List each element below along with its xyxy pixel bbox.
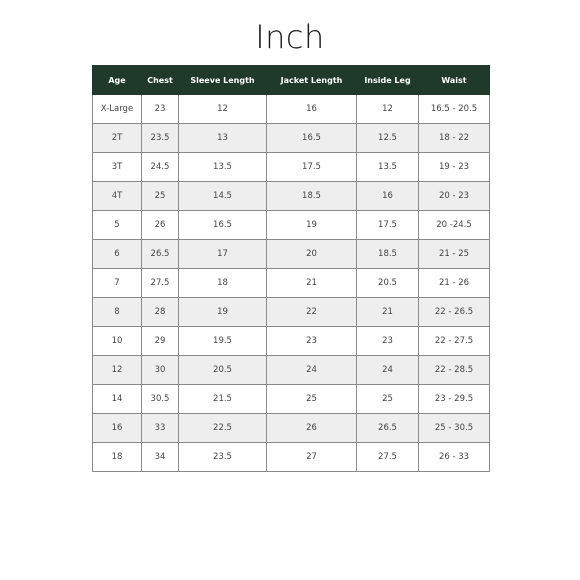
cell-sleeve-length: 22.5 [179,414,267,443]
column-header-jacket-length: Jacket Length [267,66,357,95]
cell-waist: 21 - 26 [419,269,490,298]
cell-jacket-length: 20 [267,240,357,269]
cell-waist: 22 - 28.5 [419,356,490,385]
cell-chest: 30 [142,356,179,385]
cell-inside-leg: 16 [357,182,419,211]
cell-age: 14 [93,385,142,414]
table-row [93,124,490,153]
cell-chest: 25 [142,182,179,211]
table-row [93,298,490,327]
cell-waist: 23 - 29.5 [419,385,490,414]
cell-age: 2T [93,124,142,153]
cell-jacket-length: 27 [267,443,357,472]
table-row [93,414,490,443]
cell-jacket-length: 26 [267,414,357,443]
cell-sleeve-length: 20.5 [179,356,267,385]
cell-age: 8 [93,298,142,327]
cell-sleeve-length: 14.5 [179,182,267,211]
cell-inside-leg: 23 [357,327,419,356]
cell-jacket-length: 24 [267,356,357,385]
column-header-inside-leg: Inside Leg [357,66,419,95]
cell-chest: 30.5 [142,385,179,414]
cell-waist: 26 - 33 [419,443,490,472]
cell-waist: 20 - 23 [419,182,490,211]
cell-chest: 23.5 [142,124,179,153]
cell-sleeve-length: 19.5 [179,327,267,356]
cell-age: 18 [93,443,142,472]
cell-waist: 21 - 25 [419,240,490,269]
cell-jacket-length: 23 [267,327,357,356]
table-row [93,211,490,240]
cell-inside-leg: 25 [357,385,419,414]
cell-jacket-length: 25 [267,385,357,414]
table-row [93,269,490,298]
cell-chest: 24.5 [142,153,179,182]
column-header-age: Age [93,66,142,95]
cell-chest: 23 [142,95,179,124]
cell-inside-leg: 24 [357,356,419,385]
cell-chest: 28 [142,298,179,327]
cell-age: 7 [93,269,142,298]
table-row [93,385,490,414]
cell-jacket-length: 19 [267,211,357,240]
cell-waist: 16.5 - 20.5 [419,95,490,124]
cell-waist: 19 - 23 [419,153,490,182]
cell-chest: 29 [142,327,179,356]
cell-inside-leg: 18.5 [357,240,419,269]
cell-inside-leg: 13.5 [357,153,419,182]
table-header-row [93,66,490,95]
cell-age: 10 [93,327,142,356]
cell-age: X-Large [93,95,142,124]
cell-chest: 33 [142,414,179,443]
cell-sleeve-length: 13 [179,124,267,153]
table-row [93,240,490,269]
cell-age: 6 [93,240,142,269]
cell-jacket-length: 22 [267,298,357,327]
cell-waist: 22 - 26.5 [419,298,490,327]
cell-inside-leg: 12 [357,95,419,124]
cell-age: 5 [93,211,142,240]
size-chart-table [92,65,490,472]
cell-jacket-length: 18.5 [267,182,357,211]
cell-chest: 27.5 [142,269,179,298]
table-row [93,95,490,124]
column-header-waist: Waist [419,66,490,95]
cell-waist: 20 -24.5 [419,211,490,240]
cell-jacket-length: 16.5 [267,124,357,153]
cell-sleeve-length: 21.5 [179,385,267,414]
cell-sleeve-length: 12 [179,95,267,124]
cell-inside-leg: 26.5 [357,414,419,443]
table-row [93,443,490,472]
cell-sleeve-length: 16.5 [179,211,267,240]
table-row [93,182,490,211]
cell-sleeve-length: 23.5 [179,443,267,472]
cell-jacket-length: 16 [267,95,357,124]
column-header-sleeve-length: Sleeve Length [179,66,267,95]
cell-inside-leg: 17.5 [357,211,419,240]
cell-age: 4T [93,182,142,211]
cell-age: 3T [93,153,142,182]
cell-inside-leg: 27.5 [357,443,419,472]
table-row [93,153,490,182]
cell-age: 16 [93,414,142,443]
cell-waist: 22 - 27.5 [419,327,490,356]
cell-inside-leg: 20.5 [357,269,419,298]
column-header-chest: Chest [142,66,179,95]
cell-age: 12 [93,356,142,385]
cell-chest: 26 [142,211,179,240]
cell-chest: 26.5 [142,240,179,269]
cell-inside-leg: 21 [357,298,419,327]
cell-jacket-length: 21 [267,269,357,298]
cell-waist: 18 - 22 [419,124,490,153]
cell-jacket-length: 17.5 [267,153,357,182]
cell-sleeve-length: 19 [179,298,267,327]
cell-waist: 25 - 30.5 [419,414,490,443]
cell-inside-leg: 12.5 [357,124,419,153]
table-row [93,356,490,385]
cell-sleeve-length: 17 [179,240,267,269]
cell-sleeve-length: 18 [179,269,267,298]
cell-chest: 34 [142,443,179,472]
table-row [93,327,490,356]
page-title: Inch [255,18,325,56]
cell-sleeve-length: 13.5 [179,153,267,182]
